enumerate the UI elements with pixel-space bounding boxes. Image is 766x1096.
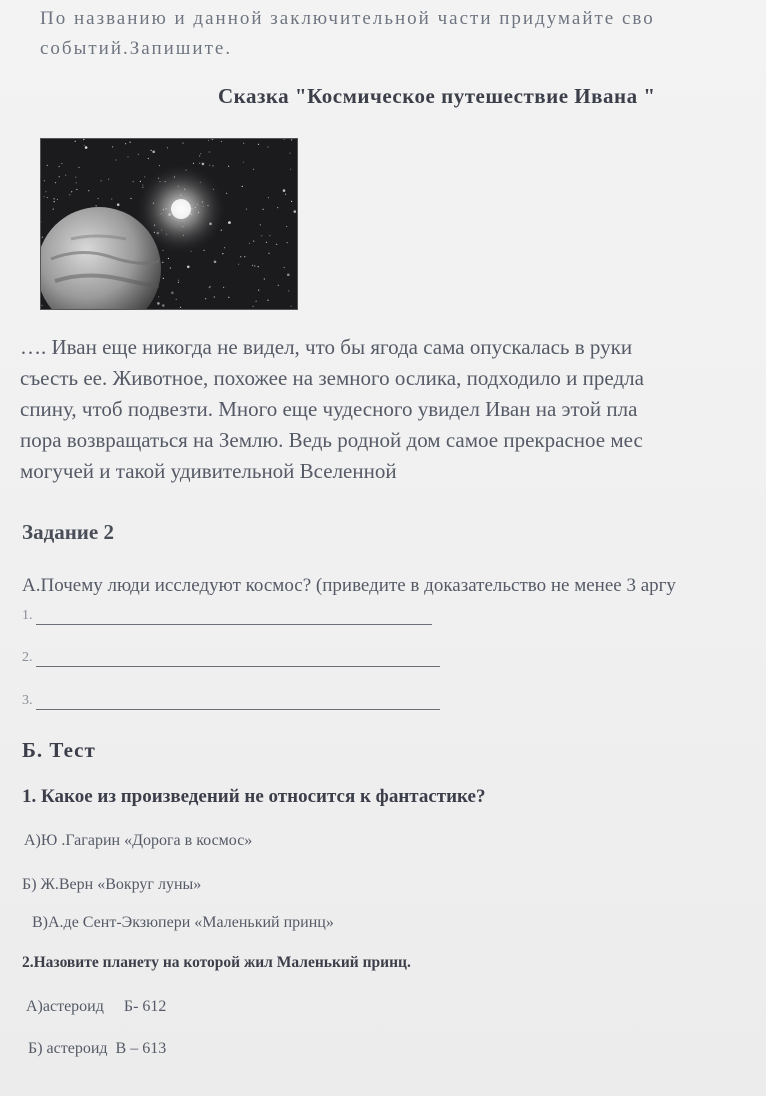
q1-option-b[interactable]: Б) Ж.Верн «Вокруг луны» [22, 876, 202, 893]
star [117, 203, 120, 206]
star [224, 247, 225, 248]
answer-number: 1. [22, 608, 33, 623]
star [41, 305, 42, 306]
star [267, 146, 268, 147]
answer-underline [36, 709, 440, 710]
star [291, 306, 292, 307]
star [288, 290, 289, 291]
q1-option-a[interactable]: А)Ю .Гагарин «Дорога в космос» [24, 832, 253, 849]
star [85, 146, 88, 149]
star [47, 197, 48, 198]
q2-option-a[interactable]: А)астероид Б- 612 [26, 998, 167, 1015]
star [286, 226, 287, 227]
star [276, 244, 277, 245]
star [182, 143, 183, 144]
q1-option-c[interactable]: В)А.де Сент-Экзюпери «Маленький принц» [32, 914, 334, 931]
star [228, 221, 231, 224]
star [204, 250, 205, 251]
star [252, 265, 253, 266]
star [277, 207, 278, 208]
star [140, 181, 141, 182]
star [209, 287, 210, 288]
intro-instruction [40, 4, 655, 64]
answer-number: 2. [22, 650, 33, 665]
star [193, 163, 194, 164]
star [249, 243, 250, 244]
star [54, 198, 55, 199]
star [243, 162, 244, 163]
star [214, 296, 215, 297]
star [212, 165, 213, 166]
star [171, 292, 174, 295]
q2-option-b[interactable]: Б) астероид В – 613 [28, 1040, 167, 1057]
intro-line-1: По названию и данной заключительной части придумайте сво [40, 8, 655, 29]
star [287, 242, 288, 243]
star [253, 306, 254, 307]
star [253, 169, 254, 170]
star [176, 299, 177, 300]
star [78, 167, 79, 168]
star [246, 209, 247, 210]
star [75, 141, 76, 142]
star [163, 278, 164, 279]
star [266, 242, 267, 243]
star [75, 177, 76, 178]
star [291, 139, 292, 140]
star [130, 142, 131, 143]
star [127, 156, 128, 157]
star [61, 163, 62, 164]
tale-title: Сказка "Космическое путешествие Ивана " [218, 84, 656, 108]
star [256, 301, 257, 302]
test-question-2: 2.Назовите планету на которой жил Маленький принц. [22, 954, 411, 971]
star [125, 143, 126, 144]
star [258, 144, 259, 145]
answer-number: 3. [22, 693, 33, 708]
star [96, 205, 97, 206]
star [294, 210, 297, 213]
star [88, 190, 89, 191]
star [228, 166, 229, 167]
space-illustration-svg [41, 139, 297, 309]
star [76, 189, 77, 190]
star [167, 147, 168, 148]
star [108, 179, 109, 180]
star [168, 258, 169, 259]
tale-excerpt [20, 332, 644, 487]
star [267, 300, 268, 301]
star [53, 209, 54, 210]
star [254, 265, 255, 266]
star [290, 169, 291, 170]
star [45, 191, 46, 192]
intro-line-2: событий.Запишите. [40, 38, 233, 59]
star [200, 153, 201, 154]
space-planet-stars-image [40, 138, 298, 310]
star [260, 224, 261, 225]
star [222, 253, 223, 254]
star [269, 235, 270, 236]
star [162, 304, 165, 307]
star [244, 256, 245, 257]
star [144, 176, 145, 177]
star [199, 163, 200, 164]
star [268, 197, 269, 198]
star [148, 158, 149, 159]
star [158, 296, 159, 297]
excerpt-line: …. Иван еще никогда не видел, что бы ягода сама опускалась в руки [20, 335, 633, 359]
star [242, 186, 243, 187]
star [226, 193, 227, 194]
star [98, 198, 99, 199]
answer-underline [36, 624, 432, 625]
test-heading: Б. Тест [22, 738, 96, 762]
star [152, 151, 155, 154]
star [285, 194, 286, 195]
star [65, 175, 66, 176]
star [287, 274, 290, 277]
star [199, 155, 200, 156]
star [130, 198, 131, 199]
star [69, 194, 70, 195]
star [208, 140, 209, 141]
star [54, 201, 55, 202]
star [59, 166, 60, 167]
star [115, 159, 116, 160]
star [238, 264, 239, 265]
answer-underline [36, 666, 440, 667]
star [76, 182, 77, 183]
star [258, 266, 259, 267]
star [240, 256, 241, 257]
star [283, 189, 286, 192]
star [178, 282, 179, 283]
star [289, 153, 290, 154]
star [84, 145, 85, 146]
star [187, 266, 190, 269]
star [111, 198, 112, 199]
star [223, 287, 224, 288]
star [170, 267, 171, 268]
star [263, 209, 264, 210]
star [221, 141, 222, 142]
star [162, 262, 163, 263]
star [180, 307, 181, 308]
star [243, 143, 244, 144]
star [202, 163, 205, 166]
star [112, 146, 113, 147]
star [59, 176, 60, 177]
excerpt-line: могучей и такой удивительной Вселенной [20, 459, 397, 483]
test-question-1: 1. Какое из произведений не относится к фантастике? [22, 786, 486, 807]
star [101, 180, 102, 181]
star [178, 280, 179, 281]
star [71, 191, 72, 192]
star [44, 180, 45, 181]
excerpt-line: спину, чтоб подвезти. Много еще чудесного увидел Иван на этой пла [20, 397, 638, 421]
star [138, 154, 139, 155]
star [291, 201, 292, 202]
star [284, 267, 285, 268]
star [258, 290, 259, 291]
star [214, 261, 217, 264]
star [151, 150, 152, 151]
star [264, 278, 265, 279]
task-2-heading: Задание 2 [22, 520, 114, 544]
star [47, 165, 48, 166]
star [261, 235, 262, 236]
star [55, 182, 56, 183]
star [209, 151, 210, 152]
star [253, 241, 254, 242]
star [42, 237, 43, 238]
star [205, 298, 206, 299]
excerpt-line: пора возвращаться на Землю. Ведь родной дом самое прекрасное мес [20, 428, 643, 452]
question-a: А.Почему люди исследуют космос? (приведите в доказательство не менее 3 аргу [22, 575, 676, 596]
star [209, 165, 210, 166]
star [228, 297, 229, 298]
star [43, 196, 44, 197]
star [268, 253, 269, 254]
star [57, 199, 58, 200]
star [159, 165, 160, 166]
star [157, 302, 160, 305]
star [133, 181, 134, 182]
excerpt-line: съесть ее. Животное, похожее на земного ослика, подходило и предла [20, 366, 644, 390]
star [278, 285, 279, 286]
